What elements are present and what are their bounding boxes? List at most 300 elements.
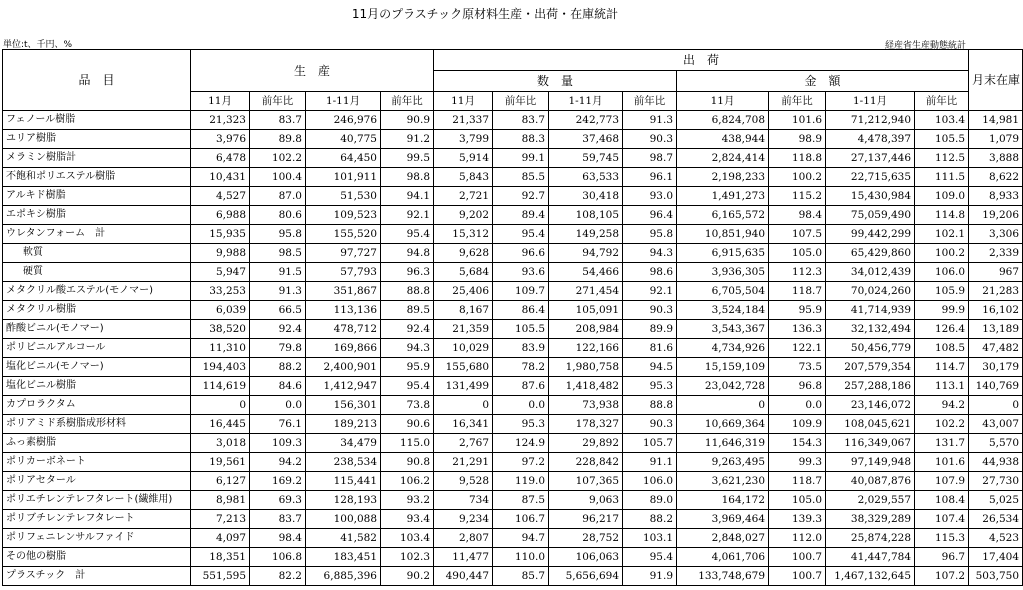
subheader-cell: 11月 — [677, 92, 769, 111]
table-row — [3, 187, 1023, 206]
row-name: ポリカーボネート — [3, 453, 191, 472]
value-cell: 107,365 — [549, 472, 623, 491]
value-cell: 73.8 — [381, 396, 434, 415]
value-cell: 136.3 — [769, 320, 826, 339]
value-cell: 103.4 — [381, 529, 434, 548]
value-cell: 99.3 — [769, 453, 826, 472]
value-cell: 89.8 — [250, 130, 306, 149]
table-row — [3, 472, 1023, 491]
value-cell: 108,045,621 — [826, 415, 915, 434]
value-cell: 25,874,228 — [826, 529, 915, 548]
value-cell: 3,524,184 — [677, 301, 769, 320]
value-cell: 75,059,490 — [826, 206, 915, 225]
value-cell: 2,721 — [434, 187, 493, 206]
value-cell: 8,981 — [191, 491, 250, 510]
value-cell: 107.5 — [769, 225, 826, 244]
value-cell: 96.8 — [769, 377, 826, 396]
value-cell: 54,466 — [549, 263, 623, 282]
value-cell: 6,039 — [191, 301, 250, 320]
value-cell: 3,306 — [969, 225, 1023, 244]
value-cell: 2,848,027 — [677, 529, 769, 548]
value-cell: 30,418 — [549, 187, 623, 206]
value-cell: 6,885,396 — [306, 567, 381, 586]
table-row — [3, 415, 1023, 434]
value-cell: 87.6 — [493, 377, 549, 396]
value-cell: 9,202 — [434, 206, 493, 225]
value-cell: 92.4 — [250, 320, 306, 339]
value-cell: 83.9 — [493, 339, 549, 358]
value-cell: 105.5 — [915, 130, 969, 149]
value-cell: 99.9 — [915, 301, 969, 320]
value-cell: 95.3 — [493, 415, 549, 434]
value-cell: 108.5 — [915, 339, 969, 358]
value-cell: 92.1 — [623, 282, 677, 301]
header-quantity: 数 量 — [434, 71, 677, 92]
value-cell: 21,359 — [434, 320, 493, 339]
value-cell: 122,166 — [549, 339, 623, 358]
value-cell: 19,206 — [969, 206, 1023, 225]
page-title: 11月のプラスチック原材料生産・出荷・在庫統計 — [351, 7, 619, 21]
table-row — [3, 510, 1023, 529]
value-cell: 32,132,494 — [826, 320, 915, 339]
value-cell: 2,824,414 — [677, 149, 769, 168]
value-cell: 69.3 — [250, 491, 306, 510]
value-cell: 119.0 — [493, 472, 549, 491]
value-cell: 27,730 — [969, 472, 1023, 491]
value-cell: 139.3 — [769, 510, 826, 529]
value-cell: 6,478 — [191, 149, 250, 168]
value-cell: 44,938 — [969, 453, 1023, 472]
value-cell: 83.7 — [493, 111, 549, 130]
value-cell: 1,418,482 — [549, 377, 623, 396]
value-cell: 16,341 — [434, 415, 493, 434]
value-cell: 91.5 — [250, 263, 306, 282]
value-cell: 11,646,319 — [677, 434, 769, 453]
value-cell: 88.8 — [623, 396, 677, 415]
value-cell: 1,980,758 — [549, 358, 623, 377]
value-cell: 112.5 — [915, 149, 969, 168]
statistics-table — [2, 49, 1023, 586]
value-cell: 4,734,926 — [677, 339, 769, 358]
value-cell: 9,528 — [434, 472, 493, 491]
value-cell: 91.3 — [623, 111, 677, 130]
value-cell: 1,491,273 — [677, 187, 769, 206]
value-cell: 242,773 — [549, 111, 623, 130]
value-cell: 183,451 — [306, 548, 381, 567]
value-cell: 438,944 — [677, 130, 769, 149]
value-cell: 98.4 — [769, 206, 826, 225]
value-cell: 6,165,572 — [677, 206, 769, 225]
value-cell: 6,824,708 — [677, 111, 769, 130]
table-row — [3, 301, 1023, 320]
value-cell: 15,159,109 — [677, 358, 769, 377]
value-cell: 113,136 — [306, 301, 381, 320]
value-cell: 1,079 — [969, 130, 1023, 149]
value-cell: 41,582 — [306, 529, 381, 548]
value-cell: 21,323 — [191, 111, 250, 130]
value-cell: 108.4 — [915, 491, 969, 510]
value-cell: 103.4 — [915, 111, 969, 130]
value-cell: 6,127 — [191, 472, 250, 491]
value-cell: 3,976 — [191, 130, 250, 149]
value-cell: 96,217 — [549, 510, 623, 529]
unit-label: 単位:t、千円、% — [3, 40, 73, 50]
table-row — [3, 244, 1023, 263]
value-cell: 40,775 — [306, 130, 381, 149]
table-row — [3, 377, 1023, 396]
value-cell: 3,621,230 — [677, 472, 769, 491]
value-cell: 90.3 — [623, 130, 677, 149]
header-shipment: 出 荷 — [434, 50, 969, 71]
value-cell: 95.8 — [623, 225, 677, 244]
value-cell: 5,656,694 — [549, 567, 623, 586]
value-cell: 105.9 — [915, 282, 969, 301]
table-row — [3, 225, 1023, 244]
value-cell: 0 — [677, 396, 769, 415]
value-cell: 107.2 — [915, 567, 969, 586]
value-cell: 90.3 — [623, 415, 677, 434]
value-cell: 98.7 — [623, 149, 677, 168]
value-cell: 2,029,557 — [826, 491, 915, 510]
value-cell: 17,404 — [969, 548, 1023, 567]
table-row — [3, 130, 1023, 149]
value-cell: 99.1 — [493, 149, 549, 168]
value-cell: 91.3 — [250, 282, 306, 301]
row-name: メラミン樹脂計 — [3, 149, 191, 168]
value-cell: 106.2 — [381, 472, 434, 491]
value-cell: 95.8 — [250, 225, 306, 244]
table-row — [3, 434, 1023, 453]
value-cell: 47,482 — [969, 339, 1023, 358]
value-cell: 1,467,132,645 — [826, 567, 915, 586]
value-cell: 105,091 — [549, 301, 623, 320]
value-cell: 21,283 — [969, 282, 1023, 301]
value-cell: 97,727 — [306, 244, 381, 263]
value-cell: 112.0 — [769, 529, 826, 548]
value-cell: 82.2 — [250, 567, 306, 586]
table-row — [3, 282, 1023, 301]
row-name: ポリエチレンテレフタレート(繊維用) — [3, 491, 191, 510]
value-cell: 83.7 — [250, 111, 306, 130]
value-cell: 22,715,635 — [826, 168, 915, 187]
value-cell: 107.4 — [915, 510, 969, 529]
value-cell: 109.3 — [250, 434, 306, 453]
value-cell: 100.7 — [769, 567, 826, 586]
row-name: プラスチック 計 — [3, 567, 191, 586]
value-cell: 109.0 — [915, 187, 969, 206]
value-cell: 94.5 — [623, 358, 677, 377]
value-cell: 109.7 — [493, 282, 549, 301]
value-cell: 140,769 — [969, 377, 1023, 396]
value-cell: 8,622 — [969, 168, 1023, 187]
value-cell: 109,523 — [306, 206, 381, 225]
value-cell: 71,212,940 — [826, 111, 915, 130]
value-cell: 100,088 — [306, 510, 381, 529]
value-cell: 88.2 — [250, 358, 306, 377]
value-cell: 95.9 — [769, 301, 826, 320]
subheader-cell: 11月 — [191, 92, 250, 111]
value-cell: 19,561 — [191, 453, 250, 472]
value-cell: 3,969,464 — [677, 510, 769, 529]
value-cell: 95.3 — [623, 377, 677, 396]
value-cell: 0.0 — [493, 396, 549, 415]
value-cell: 0 — [969, 396, 1023, 415]
value-cell: 208,984 — [549, 320, 623, 339]
value-cell: 92.4 — [381, 320, 434, 339]
value-cell: 90.3 — [623, 301, 677, 320]
value-cell: 15,430,984 — [826, 187, 915, 206]
row-name: エポキシ樹脂 — [3, 206, 191, 225]
value-cell: 16,102 — [969, 301, 1023, 320]
value-cell: 10,431 — [191, 168, 250, 187]
value-cell: 95.9 — [381, 358, 434, 377]
value-cell: 3,018 — [191, 434, 250, 453]
table-row — [3, 111, 1023, 130]
value-cell: 490,447 — [434, 567, 493, 586]
table-row — [3, 396, 1023, 415]
value-cell: 149,258 — [549, 225, 623, 244]
value-cell: 109.9 — [769, 415, 826, 434]
value-cell: 94.3 — [623, 244, 677, 263]
value-cell: 95.4 — [493, 225, 549, 244]
row-name: ポリアセタール — [3, 472, 191, 491]
subheader-cell: 前年比 — [915, 92, 969, 111]
value-cell: 194,403 — [191, 358, 250, 377]
value-cell: 87.5 — [493, 491, 549, 510]
subheader-cell: 前年比 — [493, 92, 549, 111]
subheader-cell: 1-11月 — [306, 92, 381, 111]
value-cell: 90.2 — [381, 567, 434, 586]
row-name: ポリブチレンテレフタレート — [3, 510, 191, 529]
value-cell: 116,349,067 — [826, 434, 915, 453]
value-cell: 93.2 — [381, 491, 434, 510]
value-cell: 114.8 — [915, 206, 969, 225]
value-cell: 478,712 — [306, 320, 381, 339]
value-cell: 94,792 — [549, 244, 623, 263]
value-cell: 11,477 — [434, 548, 493, 567]
value-cell: 4,523 — [969, 529, 1023, 548]
value-cell: 95.4 — [381, 225, 434, 244]
value-cell: 29,892 — [549, 434, 623, 453]
value-cell: 2,198,233 — [677, 168, 769, 187]
value-cell: 94.3 — [381, 339, 434, 358]
subheader-cell: 11月 — [434, 92, 493, 111]
row-name: ポリフェニレンサルファイド — [3, 529, 191, 548]
subheader-cell: 1-11月 — [549, 92, 623, 111]
value-cell: 503,750 — [969, 567, 1023, 586]
table-body — [3, 111, 1023, 586]
row-name: ユリア樹脂 — [3, 130, 191, 149]
value-cell: 115,441 — [306, 472, 381, 491]
table-row — [3, 149, 1023, 168]
value-cell: 90.6 — [381, 415, 434, 434]
value-cell: 207,579,354 — [826, 358, 915, 377]
value-cell: 59,745 — [549, 149, 623, 168]
value-cell: 57,793 — [306, 263, 381, 282]
value-cell: 28,752 — [549, 529, 623, 548]
value-cell: 98.5 — [250, 244, 306, 263]
value-cell: 84.6 — [250, 377, 306, 396]
value-cell: 102.2 — [250, 149, 306, 168]
value-cell: 96.4 — [623, 206, 677, 225]
value-cell: 21,291 — [434, 453, 493, 472]
value-cell: 156,301 — [306, 396, 381, 415]
row-name: フェノール樹脂 — [3, 111, 191, 130]
value-cell: 131.7 — [915, 434, 969, 453]
value-cell: 257,288,186 — [826, 377, 915, 396]
value-cell: 106.0 — [623, 472, 677, 491]
value-cell: 89.0 — [623, 491, 677, 510]
table-row — [3, 320, 1023, 339]
row-name: カプロラクタム — [3, 396, 191, 415]
value-cell: 100.7 — [769, 548, 826, 567]
value-cell: 106.8 — [250, 548, 306, 567]
value-cell: 27,137,446 — [826, 149, 915, 168]
value-cell: 34,479 — [306, 434, 381, 453]
value-cell: 5,025 — [969, 491, 1023, 510]
value-cell: 89.5 — [381, 301, 434, 320]
value-cell: 105.5 — [493, 320, 549, 339]
value-cell: 101.6 — [915, 453, 969, 472]
value-cell: 94.1 — [381, 187, 434, 206]
value-cell: 0 — [191, 396, 250, 415]
value-cell: 110.0 — [493, 548, 549, 567]
value-cell: 93.0 — [623, 187, 677, 206]
value-cell: 238,534 — [306, 453, 381, 472]
value-cell: 9,063 — [549, 491, 623, 510]
table-row — [3, 567, 1023, 586]
value-cell: 73.5 — [769, 358, 826, 377]
value-cell: 100.2 — [769, 168, 826, 187]
value-cell: 102.3 — [381, 548, 434, 567]
table-row — [3, 358, 1023, 377]
value-cell: 3,543,367 — [677, 320, 769, 339]
value-cell: 105.0 — [769, 491, 826, 510]
value-cell: 88.8 — [381, 282, 434, 301]
value-cell: 2,807 — [434, 529, 493, 548]
value-cell: 124.9 — [493, 434, 549, 453]
value-cell: 0 — [434, 396, 493, 415]
value-cell: 178,327 — [549, 415, 623, 434]
value-cell: 100.4 — [250, 168, 306, 187]
value-cell: 107.9 — [915, 472, 969, 491]
value-cell: 90.9 — [381, 111, 434, 130]
value-cell: 4,527 — [191, 187, 250, 206]
value-cell: 9,234 — [434, 510, 493, 529]
value-cell: 9,263,495 — [677, 453, 769, 472]
value-cell: 106.7 — [493, 510, 549, 529]
value-cell: 41,447,784 — [826, 548, 915, 567]
row-name: ポリアミド系樹脂成形材料 — [3, 415, 191, 434]
value-cell: 99.5 — [381, 149, 434, 168]
value-cell: 5,947 — [191, 263, 250, 282]
value-cell: 30,179 — [969, 358, 1023, 377]
value-cell: 1,412,947 — [306, 377, 381, 396]
value-cell: 8,167 — [434, 301, 493, 320]
value-cell: 88.3 — [493, 130, 549, 149]
value-cell: 111.5 — [915, 168, 969, 187]
value-cell: 97.2 — [493, 453, 549, 472]
row-name: アルキド樹脂 — [3, 187, 191, 206]
value-cell: 90.8 — [381, 453, 434, 472]
value-cell: 91.9 — [623, 567, 677, 586]
value-cell: 9,988 — [191, 244, 250, 263]
value-cell: 7,213 — [191, 510, 250, 529]
value-cell: 2,767 — [434, 434, 493, 453]
value-cell: 3,888 — [969, 149, 1023, 168]
value-cell: 122.1 — [769, 339, 826, 358]
value-cell: 91.2 — [381, 130, 434, 149]
row-name: 硬質 — [3, 263, 191, 282]
value-cell: 33,253 — [191, 282, 250, 301]
value-cell: 89.4 — [493, 206, 549, 225]
value-cell: 5,914 — [434, 149, 493, 168]
value-cell: 113.1 — [915, 377, 969, 396]
value-cell: 5,684 — [434, 263, 493, 282]
value-cell: 551,595 — [191, 567, 250, 586]
value-cell: 80.6 — [250, 206, 306, 225]
value-cell: 112.3 — [769, 263, 826, 282]
value-cell: 114.7 — [915, 358, 969, 377]
header-inventory: 月末在庫 — [969, 50, 1023, 111]
value-cell: 23,042,728 — [677, 377, 769, 396]
value-cell: 99,442,299 — [826, 225, 915, 244]
value-cell: 118.7 — [769, 472, 826, 491]
row-name: その他の樹脂 — [3, 548, 191, 567]
value-cell: 4,478,397 — [826, 130, 915, 149]
value-cell: 43,007 — [969, 415, 1023, 434]
value-cell: 351,867 — [306, 282, 381, 301]
value-cell: 15,312 — [434, 225, 493, 244]
value-cell: 37,468 — [549, 130, 623, 149]
row-name: 酢酸ビニル(モノマー) — [3, 320, 191, 339]
value-cell: 118.7 — [769, 282, 826, 301]
value-cell: 51,530 — [306, 187, 381, 206]
value-cell: 40,087,876 — [826, 472, 915, 491]
value-cell: 25,406 — [434, 282, 493, 301]
value-cell: 98.8 — [381, 168, 434, 187]
value-cell: 18,351 — [191, 548, 250, 567]
value-cell: 967 — [969, 263, 1023, 282]
value-cell: 13,189 — [969, 320, 1023, 339]
value-cell: 118.8 — [769, 149, 826, 168]
value-cell: 115.2 — [769, 187, 826, 206]
value-cell: 91.1 — [623, 453, 677, 472]
value-cell: 2,400,901 — [306, 358, 381, 377]
value-cell: 65,429,860 — [826, 244, 915, 263]
subheader-cell: 前年比 — [623, 92, 677, 111]
value-cell: 4,097 — [191, 529, 250, 548]
value-cell: 92.7 — [493, 187, 549, 206]
value-cell: 41,714,939 — [826, 301, 915, 320]
value-cell: 34,012,439 — [826, 263, 915, 282]
value-cell: 6,988 — [191, 206, 250, 225]
value-cell: 14,981 — [969, 111, 1023, 130]
header-amount: 金 額 — [677, 71, 969, 92]
value-cell: 0.0 — [769, 396, 826, 415]
row-name: 塩化ビニル(モノマー) — [3, 358, 191, 377]
row-name: ポリビニルアルコール — [3, 339, 191, 358]
value-cell: 66.5 — [250, 301, 306, 320]
value-cell: 85.5 — [493, 168, 549, 187]
value-cell: 95.4 — [381, 377, 434, 396]
subheader-cell: 前年比 — [769, 92, 826, 111]
value-cell: 98.4 — [250, 529, 306, 548]
value-cell: 6,705,504 — [677, 282, 769, 301]
value-cell: 94.2 — [915, 396, 969, 415]
value-cell: 23,146,072 — [826, 396, 915, 415]
value-cell: 38,520 — [191, 320, 250, 339]
